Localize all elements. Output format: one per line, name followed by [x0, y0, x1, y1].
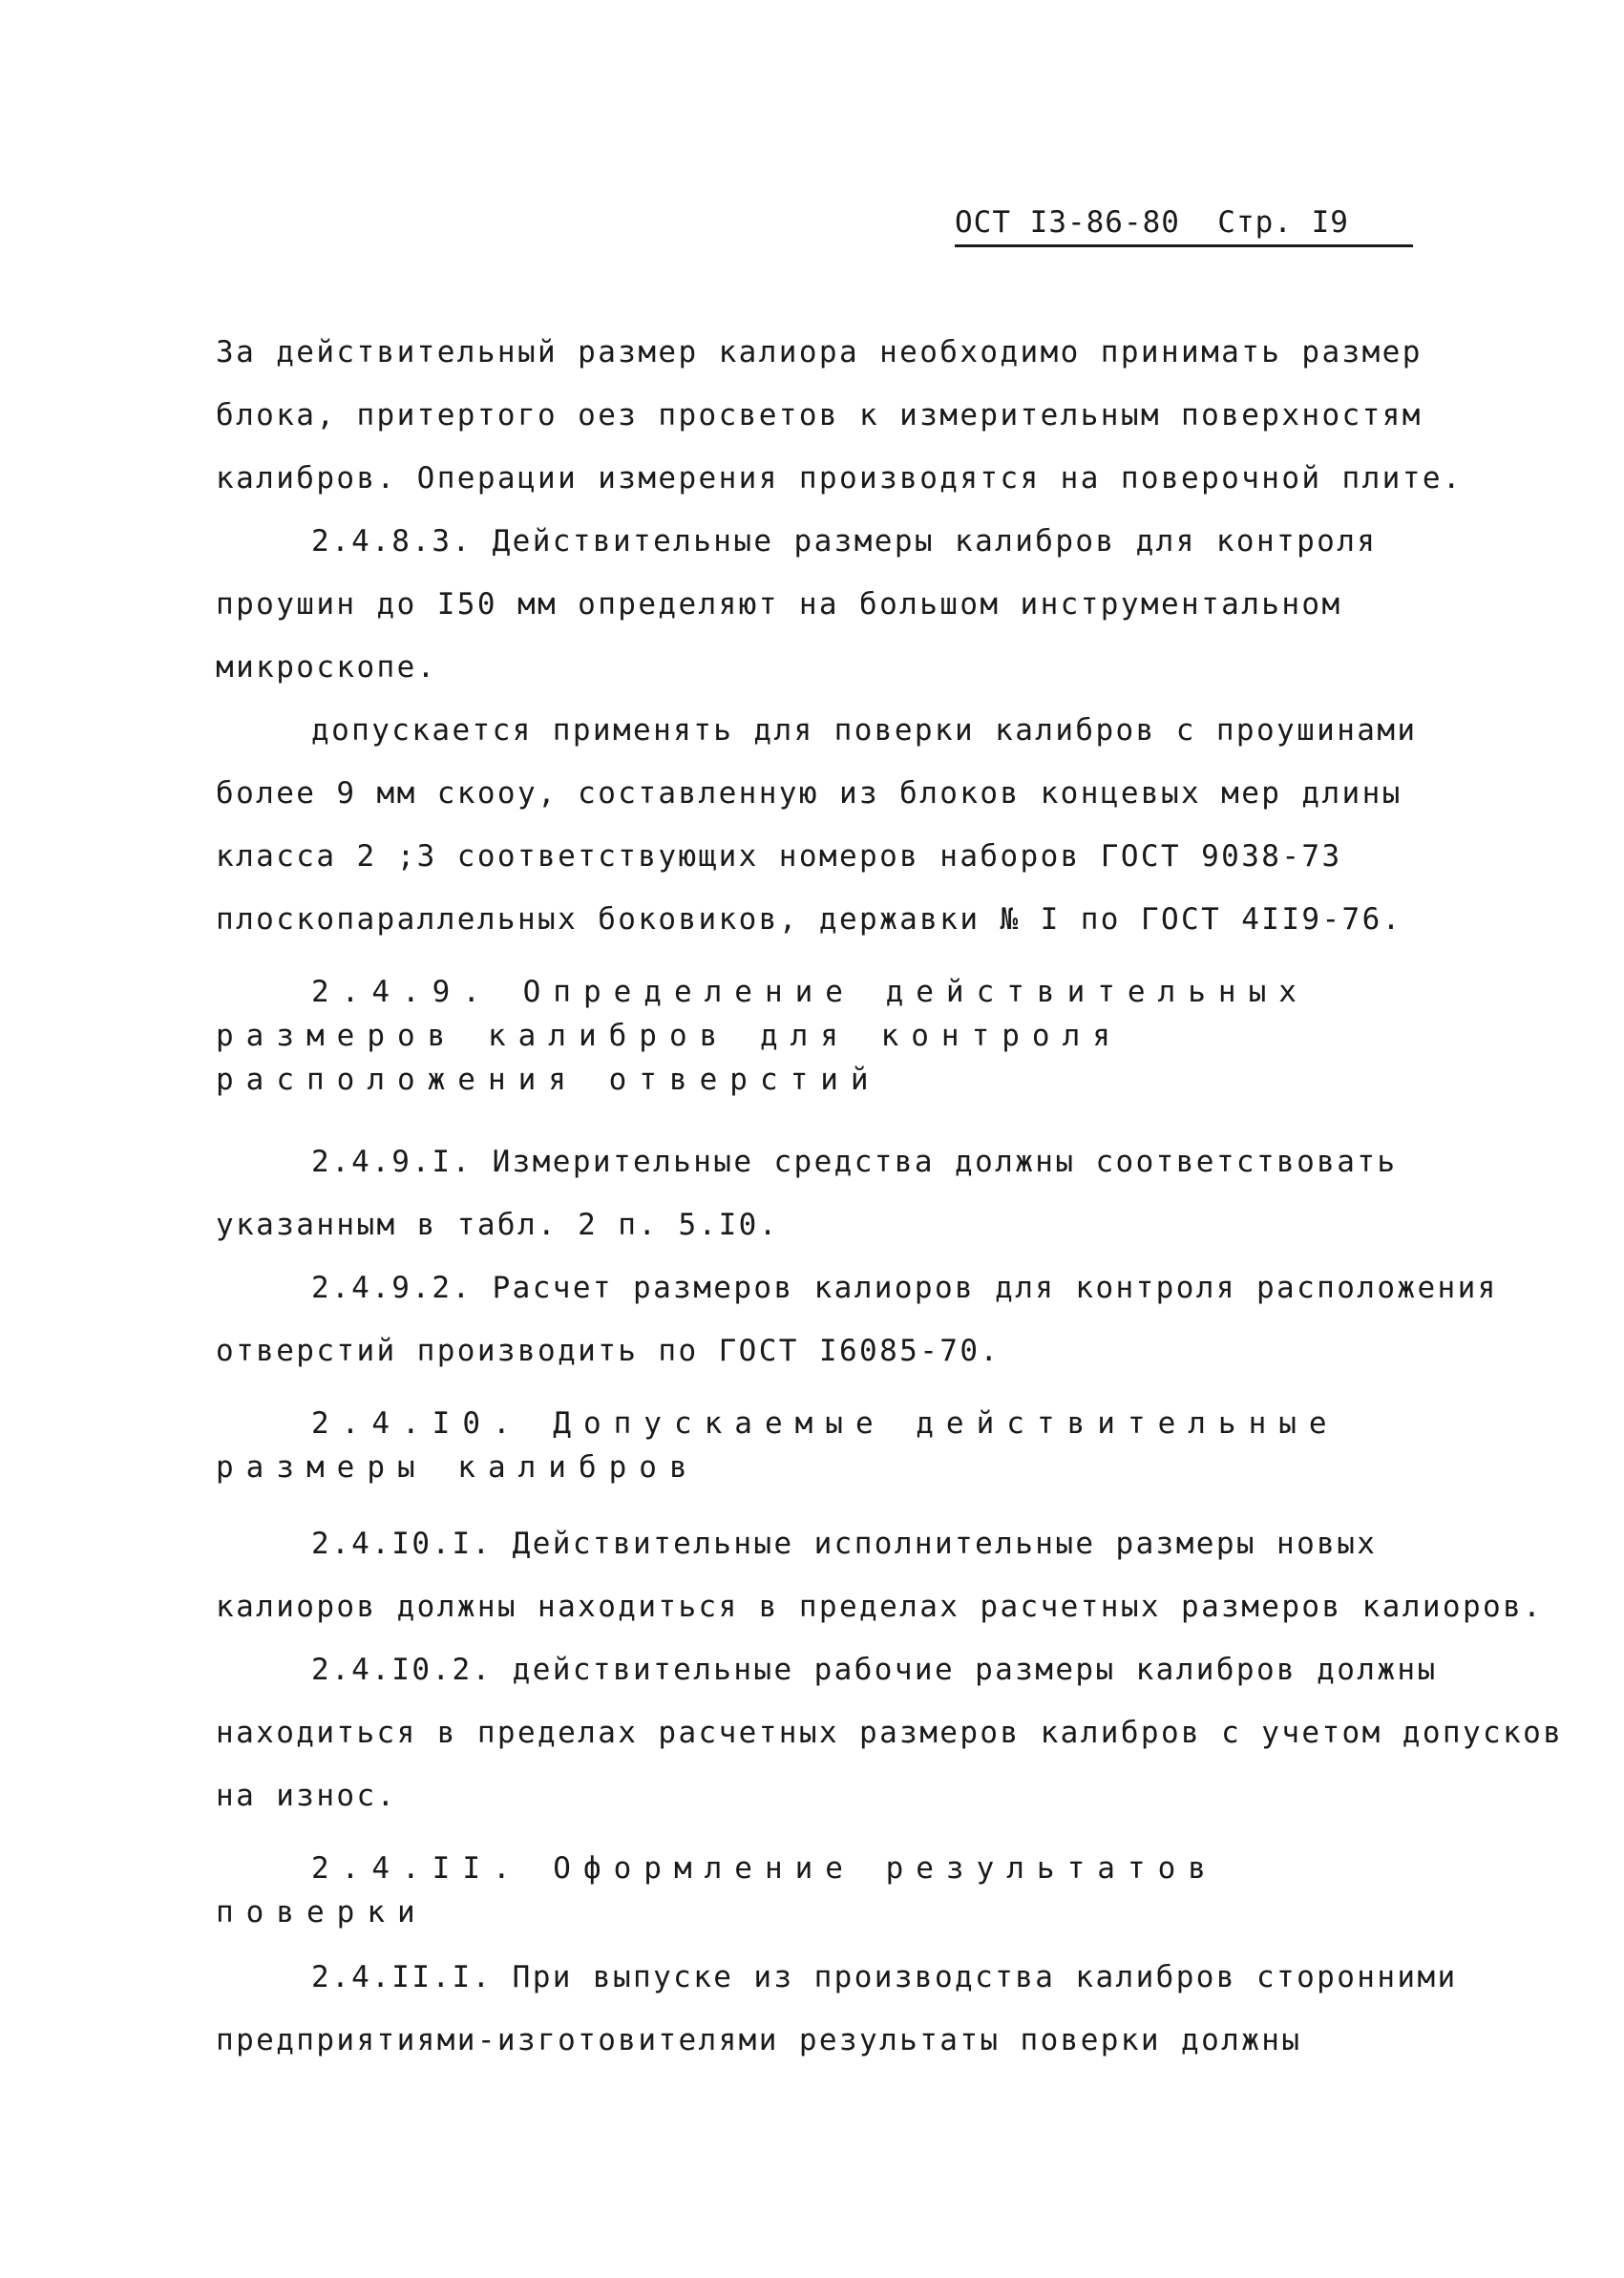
text-line: указанным в табл. 2 п. 5.I0. [216, 1208, 779, 1242]
text-line: отверстий производить по ГОСТ I6085-70. [216, 1334, 1001, 1368]
text-line: 2.4.I0.I. Действительные исполнительные размеры новых [311, 1527, 1378, 1561]
text-line: 2.4.9.2. Расчет размеров калиоров для контроля расположения [311, 1271, 1498, 1305]
page-header: ОСТ I3-86-80 Стр. I9 [955, 200, 1413, 247]
text-line: 2.4.8.3. Действительные размеры калибров для контроля [311, 524, 1378, 559]
section-heading-line: 2.4.II. Оформление результатов [311, 1851, 1218, 1886]
text-line: допускается применять для поверки калибров с проушинами [311, 713, 1418, 748]
section-heading-line: размеры калибров [216, 1450, 700, 1485]
section-heading-line: поверки [216, 1895, 428, 1930]
section-heading-line: размеров калибров для контроля [216, 1019, 1123, 1053]
text-line: 2.4.I0.2. действительные рабочие размеры калибров должны [311, 1653, 1438, 1687]
text-line: на износ. [216, 1779, 397, 1813]
text-line: класса 2 ;3 соответствующих номеров наборов ГОСТ 9038-73 [216, 839, 1342, 874]
text-line: плоскопараллельных боковиков, державки № I по ГОСТ 4II9-76. [216, 902, 1403, 937]
section-heading-line: 2.4.I0. Допускаемые действительные [311, 1406, 1339, 1441]
text-line: предприятиями-изготовителями результаты поверки должны [216, 2023, 1302, 2057]
text-line: находиться в пределах расчетных размеров калибров с учетом допусков [216, 1716, 1564, 1750]
text-line: микроскопе. [216, 650, 437, 685]
text-line: более 9 мм скооу, составленную из блоков концевых мер длины [216, 776, 1403, 811]
text-line: калиоров должны находиться в пределах расчетных размеров калиоров. [216, 1590, 1544, 1624]
text-line: 2.4.II.I. При выпуске из производства калибров сторонними [311, 1960, 1458, 1994]
text-line: За действительный размер калиора необходимо принимать размер [216, 335, 1423, 369]
section-heading-line: расположения отверстий [216, 1063, 881, 1097]
text-line: блока, притертого оез просветов к измерительным поверхностям [216, 398, 1423, 432]
text-line: проушин до I50 мм определяют на большом инструментальном [216, 587, 1342, 622]
text-line: калибров. Операции измерения производятся на поверочной плите. [216, 461, 1463, 496]
text-line: 2.4.9.I. Измерительные средства должны соответствовать [311, 1145, 1398, 1179]
section-heading-line: 2.4.9. Определение действительных [311, 975, 1309, 1009]
